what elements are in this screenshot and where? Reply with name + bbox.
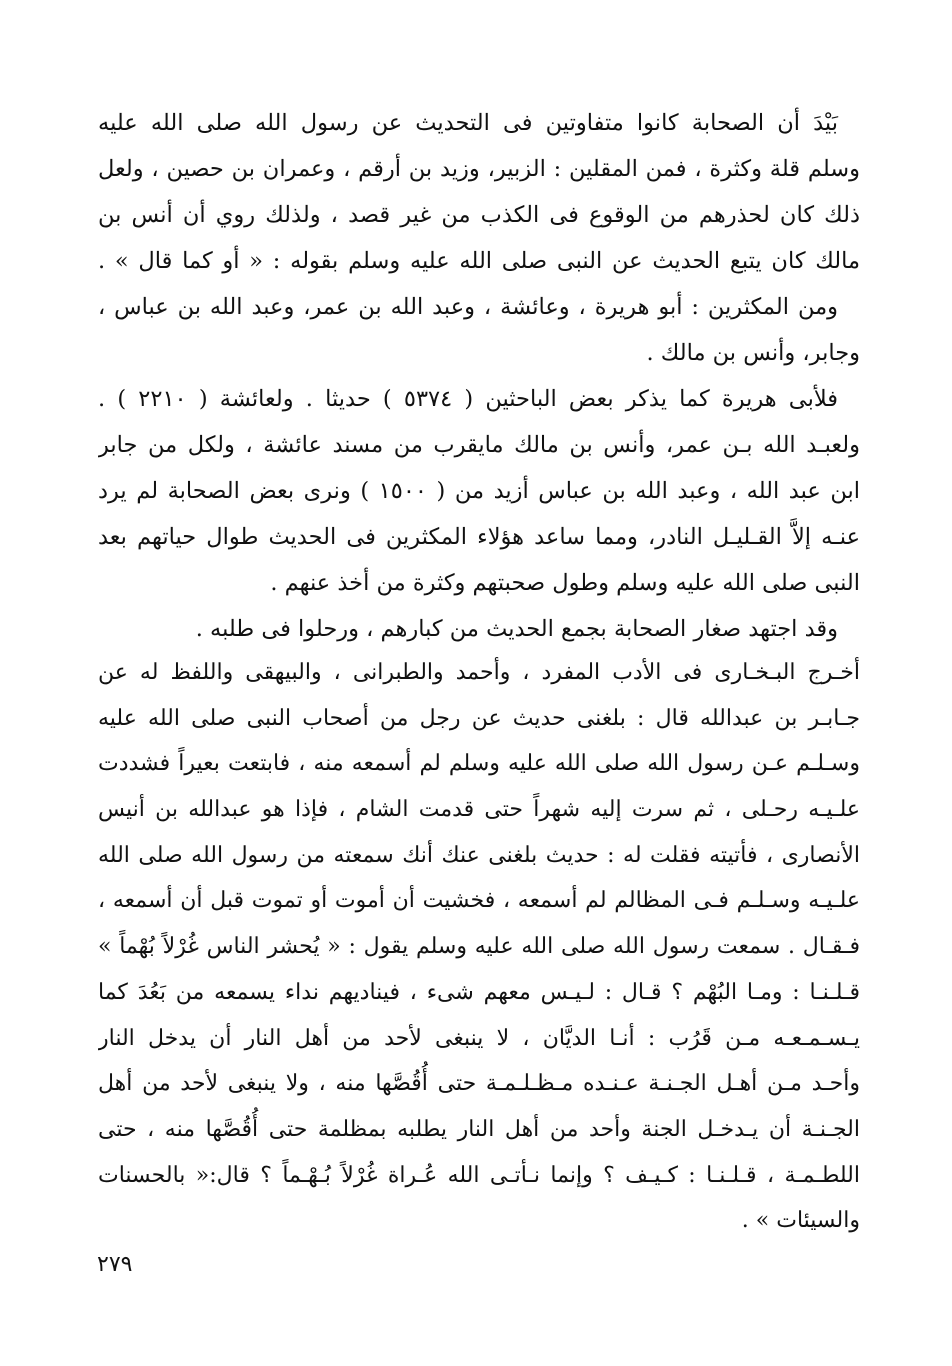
- text-line: علـيـه رحـلى ، ثم سرت إليه شهراً حتى قدمت الشام ، فإذا هو عبدالله بن أنيس: [98, 797, 860, 823]
- text-line: ولعبـد الله بـن عمر، وأنس بن مالك مايقرب من مسند عائشة ، ولكل من جابر: [98, 432, 860, 458]
- text-line: فلأبى هريرة كما يذكر بعض الباحثين ( ٥٣٧٤ ) حديثا . ولعائشة ( ٢٢١٠ ) .: [98, 386, 839, 412]
- text-line: ومن المكثرين : أبو هريرة ، وعائشة ، وعبد الله بن عمر، وعبد الله بن عباس ،: [98, 294, 838, 320]
- text-line: يـسـمـعـه مـن قَرُب : أنـا الديَّان ، لا ينبغى لأحد من أهل النار أن يدخل النار: [98, 1025, 860, 1051]
- text-line: النبى صلى الله عليه وسلم وطول صحبتهم وكثرة من أخذ عنهم .: [270, 570, 860, 596]
- text-line: عنـه إلاَّ القـليـل النادر، ومما ساعد هؤلاء المكثرين فى الحديث طوال حياتهم بعد: [98, 524, 860, 550]
- main-text-section: [98, 100, 860, 652]
- text-line: وجابر، وأنس بن مالك .: [646, 340, 860, 366]
- text-line: جـابـر بن عبدالله قال : بلغنى حديث عن رجل من أصحاب النبى صلى الله عليه: [98, 705, 860, 731]
- text-line: مالك كان يتبع الحديث عن النبى صلى الله عليه وسلم بقوله : « أو كما قال » .: [98, 248, 860, 274]
- text-line: ذلك كان لحذرهم من الوقوع فى الكذب من غير قصد ، ولذلك روي أن أنس بن: [98, 202, 860, 228]
- text-line: الأنصارى ، فأتيته فقلت له : حديث بلغنى عنك أنك سمعته من رسول الله صلى الله: [98, 842, 860, 868]
- text-line: فـقـال . سمعت رسول الله صلى الله عليه وسلم يقول : « يُحشر الناس غُرْلاً بُهْماً »: [98, 934, 860, 960]
- text-line: علـيـه وسـلـم فـى المظالم لم أسمعه ، فخشيت أن أموت أو تموت قبل أن أسمعه ،: [98, 888, 860, 914]
- text-line: وقد اجتهد صغار الصحابة بجمع الحديث من كبارهم ، ورحلوا فى طلبه .: [195, 616, 838, 642]
- text-line: قـلـنـا : ومـا البُهْم ؟ قـال : لـيـس معهم شىء ، فيناديهم نداء يسمعه من بَعُدَ كما: [98, 979, 860, 1005]
- text-line: ابن عبد الله ، وعبد الله بن عباس أزيد من ( ١٥٠٠ ) ونرى بعض الصحابة لم يرد: [98, 478, 860, 504]
- text-line: اللطـمـة ، قـلـنـا : كـيـف ؟ وإنما نـأتـى الله عُـراة غُرْلاً بُـهْـماً ؟ قال:« بالحسنات: [98, 1162, 860, 1188]
- text-line: بَيْدَ أن الصحابة كانوا متفاوتين فى التحديث عن رسول الله صلى الله عليه: [98, 110, 838, 136]
- text-line: والسيئات » .: [741, 1208, 860, 1234]
- text-line: وسلم قلة وكثرة ، فمن المقلين : الزبير، وزيد بن أرقم ، وعمران بن حصين ، ولعل: [98, 156, 860, 182]
- hadith-text-section: [98, 650, 860, 1244]
- text-line: وسـلـم عـن رسول الله صلى الله عليه وسلم لم أسمعه منه ، فابتعت بعيراً فشددت: [98, 751, 860, 777]
- text-line: أخـرج البـخـارى فى الأدب المفرد ، وأحمد والطبرانى ، والبيهقى واللفظ له عن: [98, 660, 860, 685]
- page-number: ٢٧٩: [97, 1252, 133, 1277]
- text-line: وأحـد مـن أهـل الجـنـة عـنـده مـظـلـمـة حتى أُقُصَّها منه ، ولا ينبغى لأحد من أهل: [98, 1071, 860, 1097]
- text-line: الجـنـة أن يـدخـل الجنة وأحد من أهل النار يطلبه بمظلمة حتى أُقُصَّها منه ، حتى: [98, 1116, 860, 1142]
